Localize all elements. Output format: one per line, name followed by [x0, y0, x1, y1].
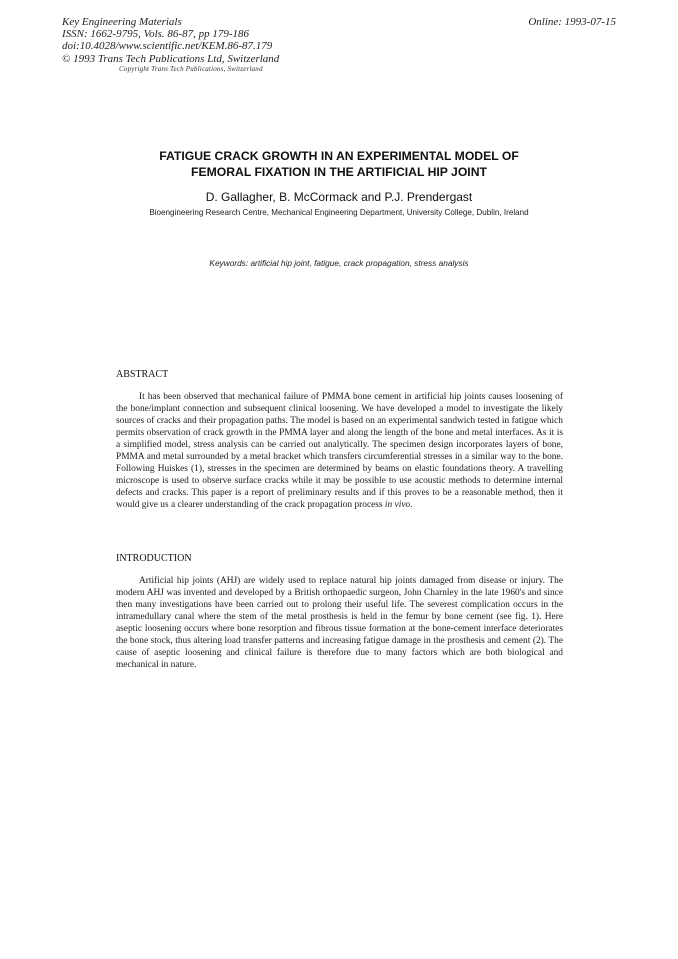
abstract-text: It has been observed that mechanical failure of PMMA bone cement in artificial hip joints causes loosening of the bone/implant connection and subsequent clinical loosening. We have developed a model to investigate the likely sources of cracks and their propagation paths. The model is based on an experimental sandwich tested in fatigue which permits observation of crack growth in the PMMA layer and along the length of the bone and metal interfaces. As it is a simplified model, stress analysis can be carried out analytically. The specimen design incorporates layers of bone, PMMA and metal surrounded by a metal bracket which transfers circumferential stresses in a similar way to the bone. Following Huiskes (1), stresses in the specimen are determined by beams on elastic foundations theory. A travelling microscope is used to observe surface cracks while it may be possible to use acoustic methods to determine internal defects and cracks. This paper is a report of preliminary results and if this proves to be a reasonable method, then it would give us a clearer understanding of the crack propagation process [116, 392, 563, 511]
abstract-end: . [410, 500, 413, 511]
abstract-paragraph [116, 391, 563, 511]
copyright-line: © 1993 Trans Tech Publications Ltd, Switzerland [62, 52, 280, 65]
affiliation: Bioengineering Research Centre, Mechanical Engineering Department, University College, Dublin, Ireland [149, 208, 529, 217]
doi-line[interactable]: doi:10.4028/www.scientific.net/KEM.86-87.179 [62, 40, 273, 53]
copyright-stamp: Copyright Trans Tech Publications, Switzerland [119, 65, 263, 73]
introduction-heading: INTRODUCTION [116, 553, 192, 564]
authors: D. Gallagher, B. McCormack and P.J. Prendergast [205, 190, 473, 204]
introduction-paragraph: Artificial hip joints (AHJ) are widely used to replace natural hip joints damaged from disease or injury. The modern AHJ was invented and developed by a British orthopaedic surgeon, John Charnley in the late 1960's and since then many investigations have been carried out to prolong their useful life. The severest complication occurs in the intramedullary canal where the stem of the metal prosthesis is held in the femur by bone cement (see fig. 1). Here aseptic loosening occurs where bone resorption and fibrous tissue formation at the bone-cement interface deteriorates the bone stock, thus altering load transfer patterns and increasing fatigue damage in the prosthesis and cement (2). The cause of aseptic loosening and clinical failure is therefore due to many factors which are both biological and mechanical in nature. [116, 576, 563, 671]
abstract-italic: in vivo [384, 500, 411, 511]
keywords: Keywords: artificial hip joint, fatigue, crack propagation, stress analysis [209, 258, 469, 268]
online-date: Online: 1993-07-15 [528, 16, 616, 28]
paper-title [100, 148, 578, 180]
title-line-1: FATIGUE CRACK GROWTH IN AN EXPERIMENTAL MODEL OF [159, 149, 519, 163]
issn-line: ISSN: 1662-9795, Vols. 86-87, pp 179-186 [62, 28, 249, 41]
journal-header [62, 16, 279, 65]
journal-name: Key Engineering Materials [62, 16, 182, 28]
title-line-2: FEMORAL FIXATION IN THE ARTIFICIAL HIP JOINT [191, 165, 487, 179]
abstract-heading: ABSTRACT [116, 369, 169, 380]
